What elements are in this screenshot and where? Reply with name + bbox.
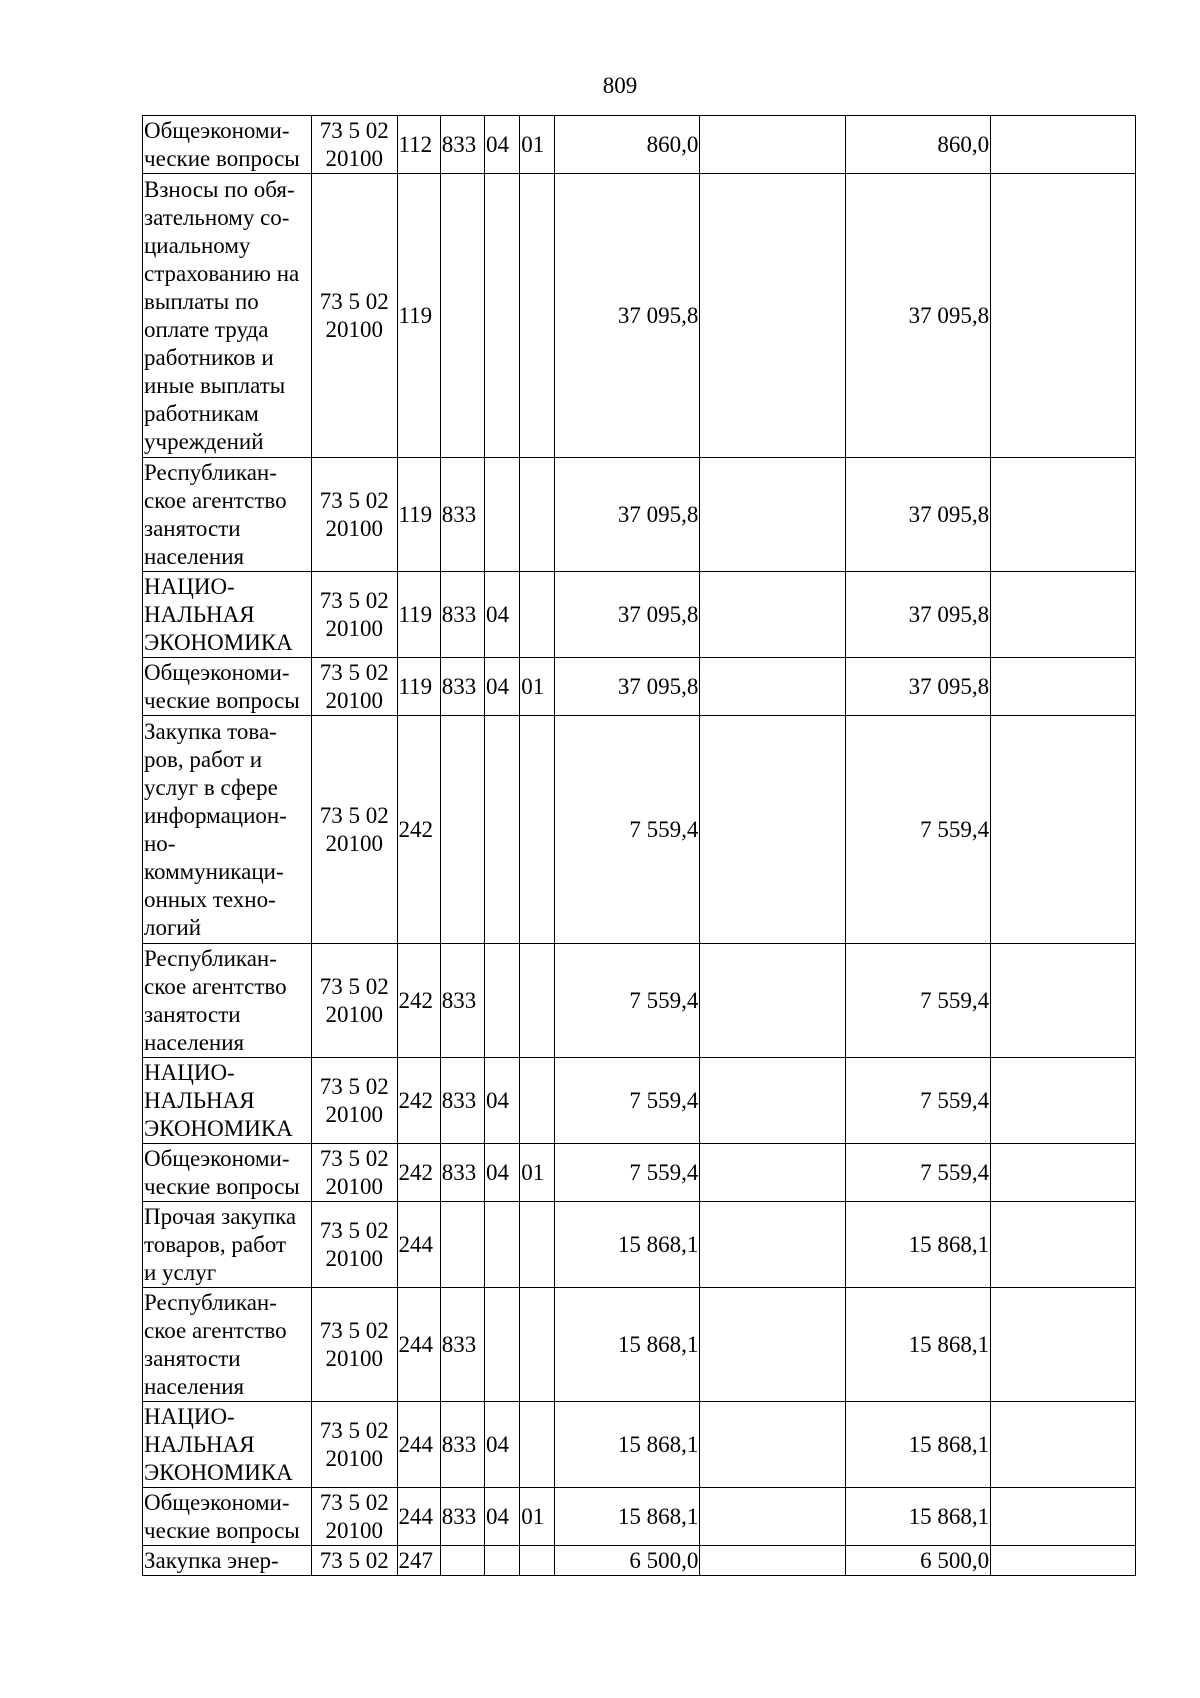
subsection-code-cell: 01 <box>520 1144 555 1202</box>
administrator-code-cell: 833 <box>440 1058 484 1144</box>
section-code-cell <box>485 1546 520 1576</box>
table-row <box>143 1546 1136 1576</box>
section-code-cell <box>485 1202 520 1288</box>
amount-cell-4 <box>991 572 1136 658</box>
section-code-cell: 04 <box>485 1058 520 1144</box>
amount-cell-4 <box>991 1058 1136 1144</box>
amount-cell-2 <box>700 1488 846 1546</box>
row-name-cell: Прочая закупка товаров, работ и услуг <box>143 1202 312 1288</box>
row-name-cell: НАЦИО- НАЛЬНАЯ ЭКОНОМИКА <box>143 1402 312 1488</box>
target-article-cell: 73 5 02 <box>312 1546 398 1576</box>
target-article-cell: 73 5 02 20100 <box>312 1402 398 1488</box>
subsection-code-cell: 01 <box>520 116 555 174</box>
target-article-cell: 73 5 02 20100 <box>312 1058 398 1144</box>
target-article-cell: 73 5 02 20100 <box>312 716 398 944</box>
expense-type-cell: 244 <box>397 1202 440 1288</box>
table-body <box>143 116 1136 1576</box>
amount-cell-2 <box>700 458 846 572</box>
amount-cell-4 <box>991 1488 1136 1546</box>
amount-cell-2 <box>700 658 846 716</box>
row-name-cell: НАЦИО- НАЛЬНАЯ ЭКОНОМИКА <box>143 572 312 658</box>
table-row <box>143 458 1136 572</box>
table-row <box>143 716 1136 944</box>
subsection-code-cell <box>520 174 555 458</box>
amount-cell-2 <box>700 1288 846 1402</box>
administrator-code-cell: 833 <box>440 572 484 658</box>
amount-cell-3: 7 559,4 <box>846 1058 991 1144</box>
subsection-code-cell <box>520 716 555 944</box>
amount-cell-4 <box>991 1546 1136 1576</box>
amount-cell-1: 7 559,4 <box>555 1058 700 1144</box>
table-row <box>143 1144 1136 1202</box>
administrator-code-cell: 833 <box>440 944 484 1058</box>
administrator-code-cell: 833 <box>440 1488 484 1546</box>
table-row <box>143 1488 1136 1546</box>
amount-cell-2 <box>700 1144 846 1202</box>
amount-cell-1: 37 095,8 <box>555 458 700 572</box>
subsection-code-cell <box>520 944 555 1058</box>
subsection-code-cell <box>520 1402 555 1488</box>
amount-cell-1: 37 095,8 <box>555 174 700 458</box>
amount-cell-4 <box>991 1402 1136 1488</box>
administrator-code-cell: 833 <box>440 458 484 572</box>
subsection-code-cell <box>520 1288 555 1402</box>
amount-cell-3: 7 559,4 <box>846 944 991 1058</box>
row-name-cell: Республикан- ское агентство занятости населения <box>143 944 312 1058</box>
amount-cell-1: 860,0 <box>555 116 700 174</box>
amount-cell-3: 6 500,0 <box>846 1546 991 1576</box>
amount-cell-4 <box>991 1202 1136 1288</box>
amount-cell-4 <box>991 116 1136 174</box>
subsection-code-cell <box>520 1058 555 1144</box>
section-code-cell <box>485 1288 520 1402</box>
amount-cell-2 <box>700 716 846 944</box>
target-article-cell: 73 5 02 20100 <box>312 116 398 174</box>
amount-cell-2 <box>700 1202 846 1288</box>
table-row <box>143 1402 1136 1488</box>
amount-cell-4 <box>991 716 1136 944</box>
section-code-cell: 04 <box>485 1488 520 1546</box>
expense-type-cell: 242 <box>397 944 440 1058</box>
expense-type-cell: 244 <box>397 1488 440 1546</box>
administrator-code-cell <box>440 1546 484 1576</box>
amount-cell-2 <box>700 1058 846 1144</box>
subsection-code-cell <box>520 458 555 572</box>
amount-cell-3: 15 868,1 <box>846 1402 991 1488</box>
row-name-cell: Общеэкономи- ческие вопросы <box>143 1144 312 1202</box>
amount-cell-1: 7 559,4 <box>555 944 700 1058</box>
target-article-cell: 73 5 02 20100 <box>312 1144 398 1202</box>
subsection-code-cell <box>520 1546 555 1576</box>
amount-cell-2 <box>700 944 846 1058</box>
amount-cell-3: 37 095,8 <box>846 572 991 658</box>
amount-cell-3: 860,0 <box>846 116 991 174</box>
amount-cell-1: 15 868,1 <box>555 1402 700 1488</box>
expense-type-cell: 119 <box>397 174 440 458</box>
section-code-cell <box>485 716 520 944</box>
amount-cell-2 <box>700 116 846 174</box>
section-code-cell <box>485 944 520 1058</box>
table-row <box>143 572 1136 658</box>
amount-cell-1: 37 095,8 <box>555 658 700 716</box>
administrator-code-cell <box>440 1202 484 1288</box>
expense-type-cell: 247 <box>397 1546 440 1576</box>
administrator-code-cell: 833 <box>440 658 484 716</box>
amount-cell-4 <box>991 174 1136 458</box>
amount-cell-4 <box>991 458 1136 572</box>
expense-type-cell: 244 <box>397 1402 440 1488</box>
administrator-code-cell: 833 <box>440 1144 484 1202</box>
amount-cell-3: 15 868,1 <box>846 1202 991 1288</box>
table-row <box>143 658 1136 716</box>
row-name-cell: НАЦИО- НАЛЬНАЯ ЭКОНОМИКА <box>143 1058 312 1144</box>
table-row <box>143 1202 1136 1288</box>
subsection-code-cell <box>520 1202 555 1288</box>
row-name-cell: Закупка энер- <box>143 1546 312 1576</box>
section-code-cell <box>485 174 520 458</box>
administrator-code-cell: 833 <box>440 116 484 174</box>
row-name-cell: Взносы по обя- зательному со- циальному страхованию на выплаты по оплате труда работников и иные выплаты работникам учреждений <box>143 174 312 458</box>
amount-cell-2 <box>700 1546 846 1576</box>
table-row <box>143 944 1136 1058</box>
target-article-cell: 73 5 02 20100 <box>312 458 398 572</box>
target-article-cell: 73 5 02 20100 <box>312 1288 398 1402</box>
amount-cell-3: 37 095,8 <box>846 458 991 572</box>
expense-type-cell: 242 <box>397 1144 440 1202</box>
administrator-code-cell: 833 <box>440 1288 484 1402</box>
row-name-cell: Закупка това- ров, работ и услуг в сфере информацион- но- коммуникаци- онных техно- логий <box>143 716 312 944</box>
administrator-code-cell <box>440 716 484 944</box>
amount-cell-1: 37 095,8 <box>555 572 700 658</box>
amount-cell-4 <box>991 658 1136 716</box>
section-code-cell: 04 <box>485 1402 520 1488</box>
expense-type-cell: 119 <box>397 658 440 716</box>
target-article-cell: 73 5 02 20100 <box>312 944 398 1058</box>
administrator-code-cell <box>440 174 484 458</box>
expense-type-cell: 242 <box>397 716 440 944</box>
amount-cell-1: 6 500,0 <box>555 1546 700 1576</box>
target-article-cell: 73 5 02 20100 <box>312 1202 398 1288</box>
page-number: 809 <box>602 73 638 98</box>
section-code-cell <box>485 458 520 572</box>
expense-type-cell: 112 <box>397 116 440 174</box>
section-code-cell: 04 <box>485 572 520 658</box>
target-article-cell: 73 5 02 20100 <box>312 1488 398 1546</box>
expense-type-cell: 119 <box>397 572 440 658</box>
table-row <box>143 116 1136 174</box>
row-name-cell: Республикан- ское агентство занятости населения <box>143 458 312 572</box>
expense-type-cell: 242 <box>397 1058 440 1144</box>
table-row <box>143 1288 1136 1402</box>
amount-cell-4 <box>991 1288 1136 1402</box>
amount-cell-1: 7 559,4 <box>555 1144 700 1202</box>
section-code-cell: 04 <box>485 658 520 716</box>
section-code-cell: 04 <box>485 1144 520 1202</box>
section-code-cell: 04 <box>485 116 520 174</box>
amount-cell-1: 15 868,1 <box>555 1202 700 1288</box>
row-name-cell: Общеэкономи- ческие вопросы <box>143 1488 312 1546</box>
row-name-cell: Республикан- ское агентство занятости населения <box>143 1288 312 1402</box>
amount-cell-1: 15 868,1 <box>555 1488 700 1546</box>
row-name-cell: Общеэкономи- ческие вопросы <box>143 658 312 716</box>
subsection-code-cell <box>520 572 555 658</box>
amount-cell-1: 15 868,1 <box>555 1288 700 1402</box>
amount-cell-3: 15 868,1 <box>846 1488 991 1546</box>
amount-cell-3: 7 559,4 <box>846 1144 991 1202</box>
amount-cell-3: 7 559,4 <box>846 716 991 944</box>
target-article-cell: 73 5 02 20100 <box>312 572 398 658</box>
amount-cell-4 <box>991 944 1136 1058</box>
expense-type-cell: 244 <box>397 1288 440 1402</box>
amount-cell-3: 37 095,8 <box>846 174 991 458</box>
subsection-code-cell: 01 <box>520 1488 555 1546</box>
row-name-cell: Общеэкономи- ческие вопросы <box>143 116 312 174</box>
table-row <box>143 1058 1136 1144</box>
target-article-cell: 73 5 02 20100 <box>312 658 398 716</box>
subsection-code-cell: 01 <box>520 658 555 716</box>
amount-cell-4 <box>991 1144 1136 1202</box>
budget-table <box>142 115 1136 1576</box>
expense-type-cell: 119 <box>397 458 440 572</box>
amount-cell-1: 7 559,4 <box>555 716 700 944</box>
amount-cell-2 <box>700 572 846 658</box>
amount-cell-3: 15 868,1 <box>846 1288 991 1402</box>
table-row <box>143 174 1136 458</box>
amount-cell-2 <box>700 174 846 458</box>
administrator-code-cell: 833 <box>440 1402 484 1488</box>
target-article-cell: 73 5 02 20100 <box>312 174 398 458</box>
amount-cell-2 <box>700 1402 846 1488</box>
amount-cell-3: 37 095,8 <box>846 658 991 716</box>
